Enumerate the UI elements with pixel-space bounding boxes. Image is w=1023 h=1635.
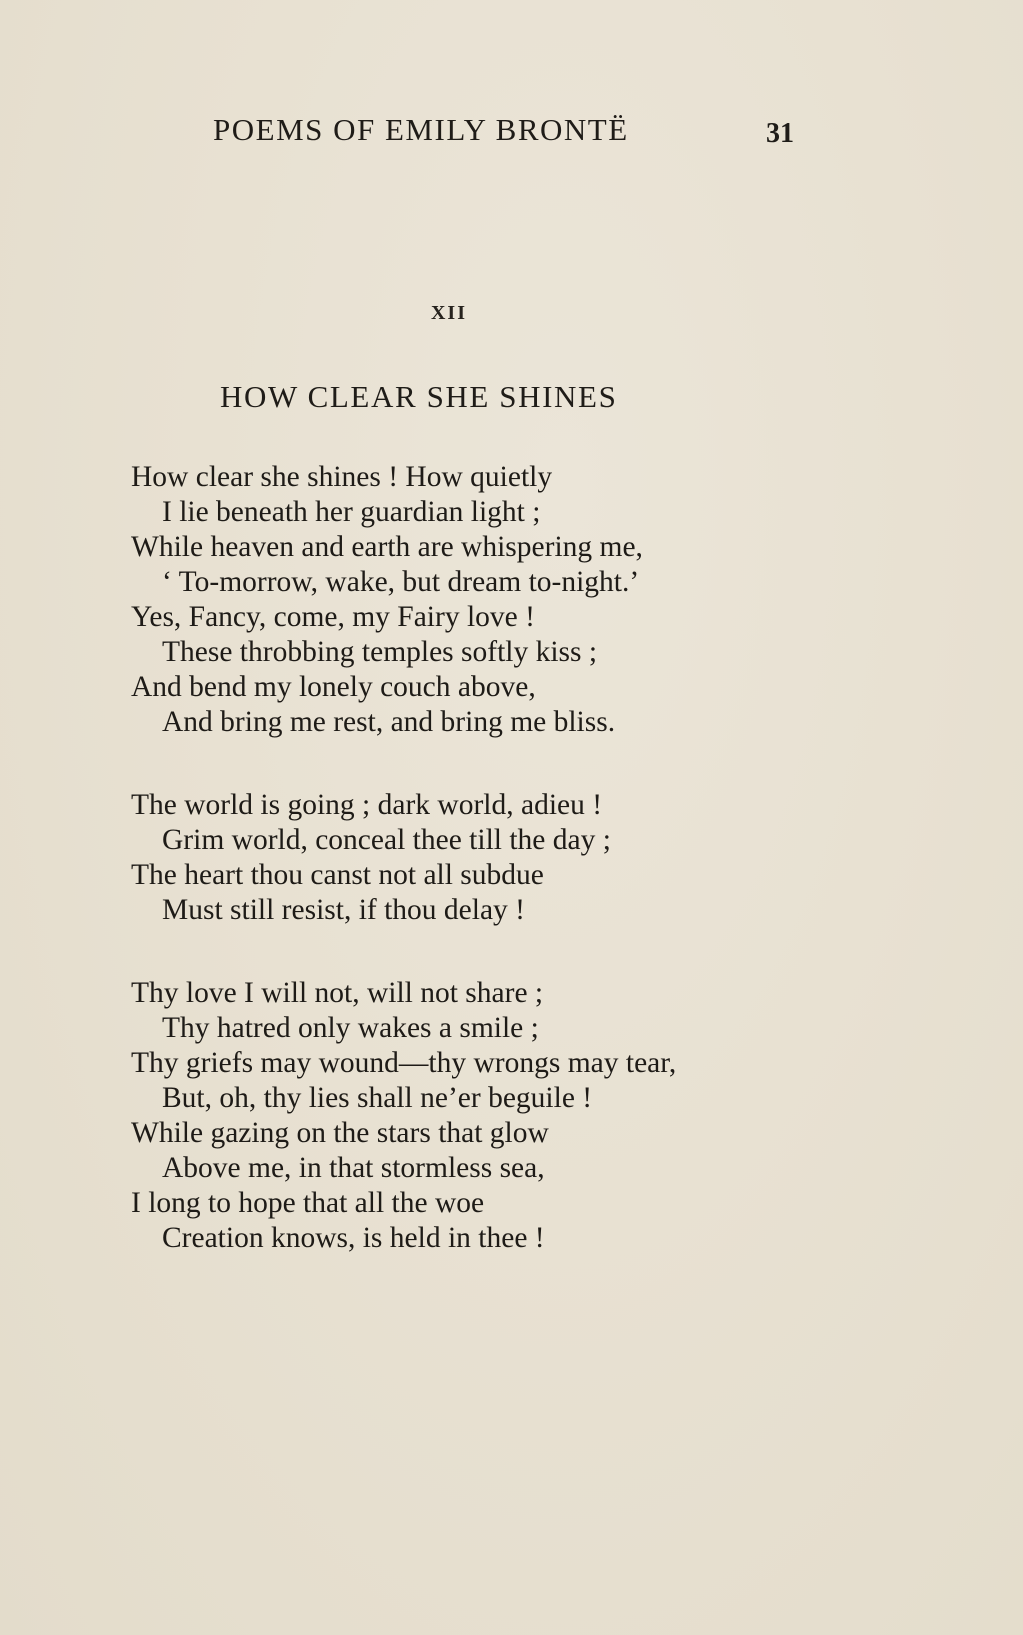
stanza-1 [131, 460, 676, 740]
poem-line: Thy love I will not, will not share ; [131, 977, 544, 1009]
poem-line: And bend my lonely couch above, [131, 671, 536, 703]
poem-line: Grim world, conceal thee till the day ; [162, 824, 611, 856]
poem-line: The world is going ; dark world, adieu ! [131, 789, 603, 821]
poem-line: The heart thou canst not all subdue [131, 859, 544, 891]
poem-line: Yes, Fancy, come, my Fairy love ! [131, 601, 535, 633]
page-number: 31 [766, 118, 794, 149]
poem-line: While gazing on the stars that glow [131, 1117, 549, 1149]
poem-line: Must still resist, if thou delay ! [162, 894, 525, 926]
poem-line: How clear she shines ! How quietly [131, 461, 553, 493]
running-head: POEMS OF EMILY BRONTË [213, 112, 629, 147]
poem-body [131, 460, 676, 1304]
poem-line: ‘ To-morrow, wake, but dream to-night.’ [162, 566, 640, 598]
poem-line: Creation knows, is held in thee ! [162, 1222, 545, 1254]
poem-line: While heaven and earth are whispering me, [131, 531, 643, 563]
poem-line: Thy griefs may wound—thy wrongs may tear, [131, 1047, 677, 1079]
poem-line: Thy hatred only wakes a smile ; [162, 1012, 539, 1044]
stanza-3 [131, 976, 676, 1256]
poem-line: But, oh, thy lies shall ne’er beguile ! [162, 1082, 593, 1114]
poem-line: These throbbing temples softly kiss ; [162, 636, 598, 668]
poem-title: HOW CLEAR SHE SHINES [220, 379, 618, 414]
stanza-2 [131, 788, 676, 928]
poem-line: Above me, in that stormless sea, [162, 1152, 545, 1184]
poem-line: I lie beneath her guardian light ; [162, 496, 541, 528]
poem-line: I long to hope that all the woe [131, 1187, 485, 1219]
poem-line: And bring me rest, and bring me bliss. [162, 706, 616, 738]
section-number: XII [430, 302, 467, 324]
